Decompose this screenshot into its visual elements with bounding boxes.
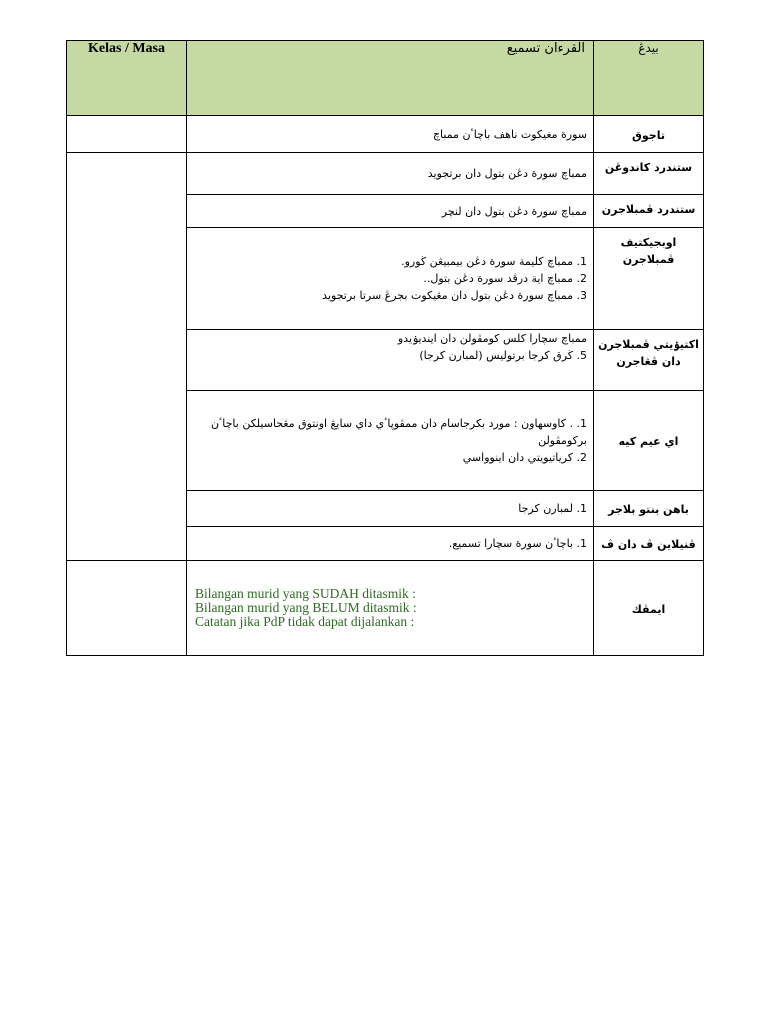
ewm-line-1: 1. . كاوسهاون : مورد بكرجاسام دان ممڤوڽاٴي داي سايڠ اونتوق مڠحاسيلكن باچاٴن بركومڤولن xyxy=(210,417,587,447)
field-header: بيدڠ xyxy=(594,41,704,116)
kelas-cell-tajuk xyxy=(67,116,187,153)
penilaian-label: ڤنيلاين ڤ دان ڤ xyxy=(594,527,704,561)
aktiviti-line-1: ممباچ سچارا كلس كومڤولن دان اينديۏيدو xyxy=(397,332,587,345)
aktiviti-text xyxy=(187,330,594,391)
impak-line-catatan: Catatan jika PdP tidak dapat dijalankan : xyxy=(195,614,415,629)
impak-line-sudah: Bilangan murid yang SUDAH ditasmik : xyxy=(195,586,416,601)
kelas-cell-main xyxy=(67,153,187,561)
ewm-line-2: 2. كرياتيويتي دان اينوواسي xyxy=(462,451,587,464)
standard-kandungan-text: ممباچ سورة دڠن بتول دان برتجويد xyxy=(187,153,594,195)
impak-line-belum: Bilangan murid yang BELUM ditasmik : xyxy=(195,600,417,615)
aktiviti-line-2: 5. ڬرق كرجا برتوليس (لمبارن كرجا) xyxy=(419,349,587,362)
row-impak xyxy=(67,561,704,656)
header-row xyxy=(67,41,704,116)
bahan-text: 1. لمبارن كرجا xyxy=(187,491,594,527)
impak-label: ايمڤك xyxy=(594,561,704,656)
bahan-label: باهن بنتو بلاجر xyxy=(594,491,704,527)
ewm-label: اي عيم كيه xyxy=(594,391,704,491)
objektif-line-1: 1. ممباچ كليمة سورة دڠن بيمبيڠن ڬورو. xyxy=(401,255,587,268)
standard-pembelajaran-label: ستندرد ڤمبلاجرن xyxy=(594,195,704,228)
objektif-text xyxy=(187,228,594,330)
standard-kandungan-label: ستندرد كاندوڠن xyxy=(594,153,704,195)
row-standard-kandungan xyxy=(67,153,704,195)
kelas-cell-impak xyxy=(67,561,187,656)
tajuk-label: تاجوق xyxy=(594,116,704,153)
penilaian-text: 1. باچاٴن سورة سچارا تسميع. xyxy=(187,527,594,561)
objektif-line-2: 2. ممباچ اية درڤد سورة دڠن بتول.. xyxy=(423,272,587,285)
tajuk-text: سورة مغيكوت ناهف باچاٴن ممباچ xyxy=(187,116,594,153)
objektif-label: اوبجيكتيف ڤمبلاجرن xyxy=(594,228,704,330)
impak-text xyxy=(187,561,594,656)
ewm-text xyxy=(187,391,594,491)
lesson-plan-table xyxy=(66,40,704,656)
subject-header: القرءان تسميع xyxy=(187,41,594,116)
row-tajuk xyxy=(67,116,704,153)
aktiviti-label: اكتيۏيتي ڤمبلاجرن دان ڤڠاجرن xyxy=(594,330,704,391)
standard-pembelajaran-text: ممباچ سورة دڠن بتول دان لنچر xyxy=(187,195,594,228)
objektif-line-3: 3. ممباچ سورة دڠن بتول دان مڠيكوت بجرڠ سرتا برتجويد xyxy=(322,289,587,302)
kelas-masa-header: Kelas / Masa xyxy=(67,41,187,116)
